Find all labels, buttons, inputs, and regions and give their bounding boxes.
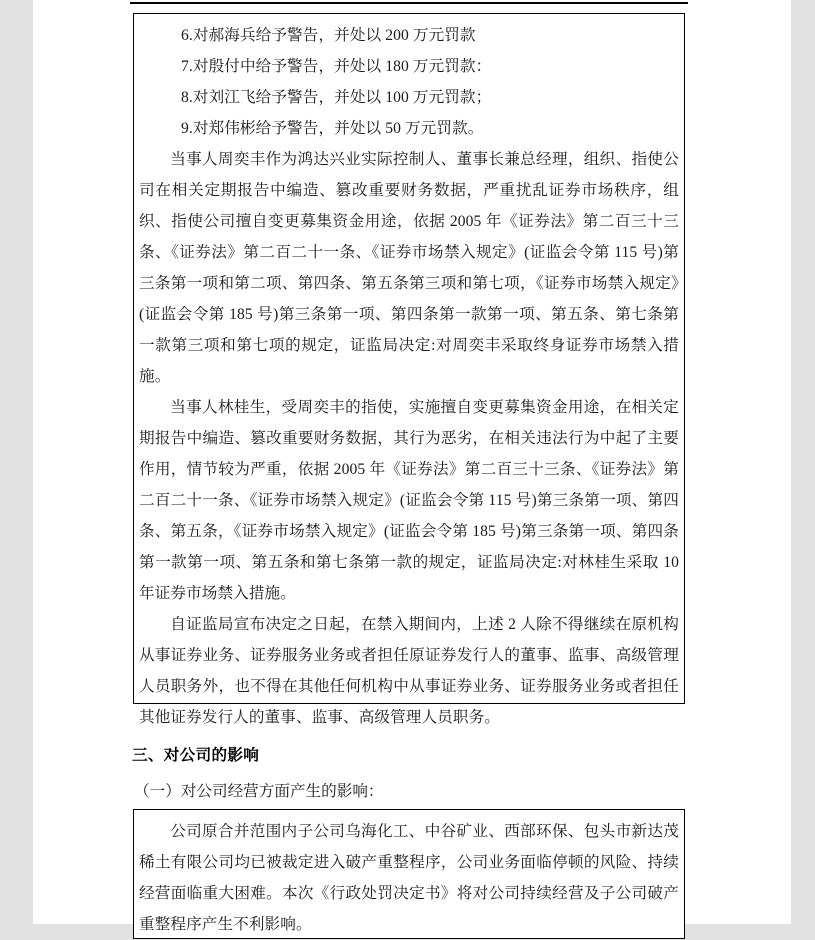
list-item: 6.对郝海兵给予警告，并处以 200 万元罚款: [181, 27, 476, 44]
document-page: [33, 0, 791, 933]
impact-quote-content: [134, 810, 684, 940]
right-page-gutter: [791, 0, 815, 924]
paragraph-zhou-yifeng-penalty: 当事人周奕丰作为鸿达兴业实际控制人、董事长兼总经理，组织、指使公司在相关定期报告中编造、篡改重要财务数据，严重扰乱证券市场秩序，组织、指使公司擅自变更募集资金用途，依据 2005 年《证券法》第二百三十三条、《证券法》第二百二十一条、《证券市场禁入规定》(证监会令第 115 号)第三条第一项和第二项、第四条、第五条第三项和第七项，《证券市场禁入规定》(证监会令第 185 号)第三条第一项、第四条第一款第一项、第五条、第七条第一款第三项和第七项的规定，证监局决定:对周奕丰采取终身证券市场禁入措施。: [139, 151, 679, 385]
left-page-gutter: [0, 0, 33, 924]
paragraph-subsidiary-bankruptcy-impact: 公司原合并范围内子公司乌海化工、中谷矿业、西部环保、包头市新达茂稀土有限公司均已被裁定进入破产重整程序，公司业务面临停顿的风险、持续经营面临重大困难。本次《行政处罚决定书》将对公司持续经营及子公司破产重整程序产生不利影响。: [139, 823, 679, 933]
top-horizontal-rule: [130, 2, 688, 4]
paragraph-market-ban-effect: 自证监局宣布决定之日起，在禁入期间内，上述 2 人除不得继续在原机构从事证券业务、证券服务业务或者担任原证券发行人的董事、监事、高级管理人员职务外，也不得在其他任何机构中从事证券业务、证券服务业务或者担任其他证券发行人的董事、监事、高级管理人员职务。: [139, 616, 679, 726]
list-item: 9.对郑伟彬给予警告，并处以 50 万元罚款。: [181, 120, 484, 137]
impact-quote-block: [133, 809, 685, 939]
paragraph-lin-guisheng-penalty: 当事人林桂生，受周奕丰的指使，实施擅自变更募集资金用途，在相关定期报告中编造、篡改重要财务数据，其行为恶劣，在相关违法行为中起了主要作用，情节较为严重，依据 2005 年《证券法》第二百三十三条、《证券法》第二百二十一条、《证券市场禁入规定》(证监会令第 115 号)第三条第一项、第四条、第五条，《证券市场禁入规定》(证监会令第 185 号)第三条第一项、第四条第一款第一项、第五条和第七条第一款的规定，证监局决定:对林桂生采取 10 年证券市场禁入措施。: [139, 399, 679, 602]
subsection-heading-operations-impact: （一）对公司经营方面产生的影响：: [134, 783, 384, 800]
list-item: 7.对殷付中给予警告，并处以 180 万元罚款：: [181, 58, 492, 75]
section-heading-company-impact: 三、对公司的影响: [132, 747, 260, 764]
penalty-quote-content: [134, 14, 684, 733]
penalty-quote-block: [133, 13, 685, 726]
list-item: 8.对刘江飞给予警告，并处以 100 万元罚款；: [181, 89, 492, 106]
